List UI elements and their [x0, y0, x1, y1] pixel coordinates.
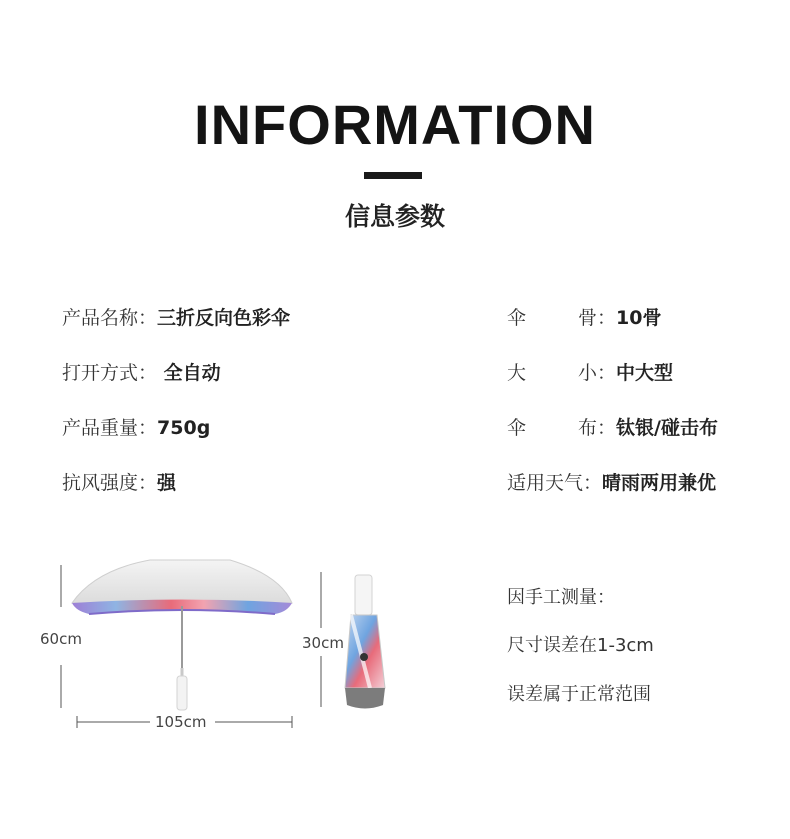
spec-value: 全自动	[157, 362, 221, 384]
spec-value: 强	[157, 472, 177, 494]
spec-label: 伞布	[507, 417, 597, 439]
spec-label: 抗风强度	[62, 472, 139, 494]
dimension-width-open: 105cm	[155, 713, 207, 731]
spec-value: 750g	[157, 417, 211, 439]
spec-ribs: 伞骨：10骨	[507, 303, 661, 330]
spec-label: 伞骨	[507, 307, 597, 329]
folded-umbrella	[345, 575, 385, 709]
spec-value: 三折反向色彩伞	[157, 307, 291, 329]
spec-product-name: 产品名称：三折反向色彩伞	[62, 307, 291, 329]
note-line-3: 误差属于正常范围	[507, 684, 651, 705]
spec-size: 大小：中大型	[507, 358, 673, 385]
spec-value: 钛银/碰击布	[616, 417, 718, 439]
spec-label: 适用天气	[507, 472, 584, 494]
spec-value: 10骨	[616, 307, 662, 329]
spec-weather: 适用天气：晴雨两用兼优	[507, 468, 716, 495]
spec-value: 晴雨两用兼优	[602, 472, 717, 494]
spec-weight: 产品重量：750g	[62, 417, 211, 439]
open-umbrella	[72, 560, 292, 710]
note-line-1: 因手工测量：	[507, 587, 615, 608]
note-line-2: 尺寸误差在1-3cm	[507, 635, 654, 656]
page-title: INFORMATION	[194, 93, 596, 156]
spec-fabric: 伞布：钛银/碰击布	[507, 413, 718, 440]
spec-value: 中大型	[616, 362, 674, 384]
spec-label: 产品名称	[62, 307, 139, 329]
spec-label: 打开方式	[62, 362, 139, 384]
spec-label: 大小	[507, 362, 597, 384]
page-subtitle: 信息参数	[344, 202, 445, 231]
spec-open-method: 打开方式： 全自动	[62, 362, 221, 384]
dimension-height-folded: 30cm	[302, 634, 344, 652]
spec-label: 产品重量	[62, 417, 139, 439]
spec-wind-resistance: 抗风强度：强	[62, 472, 177, 494]
dimension-height-open: 60cm	[40, 630, 82, 648]
